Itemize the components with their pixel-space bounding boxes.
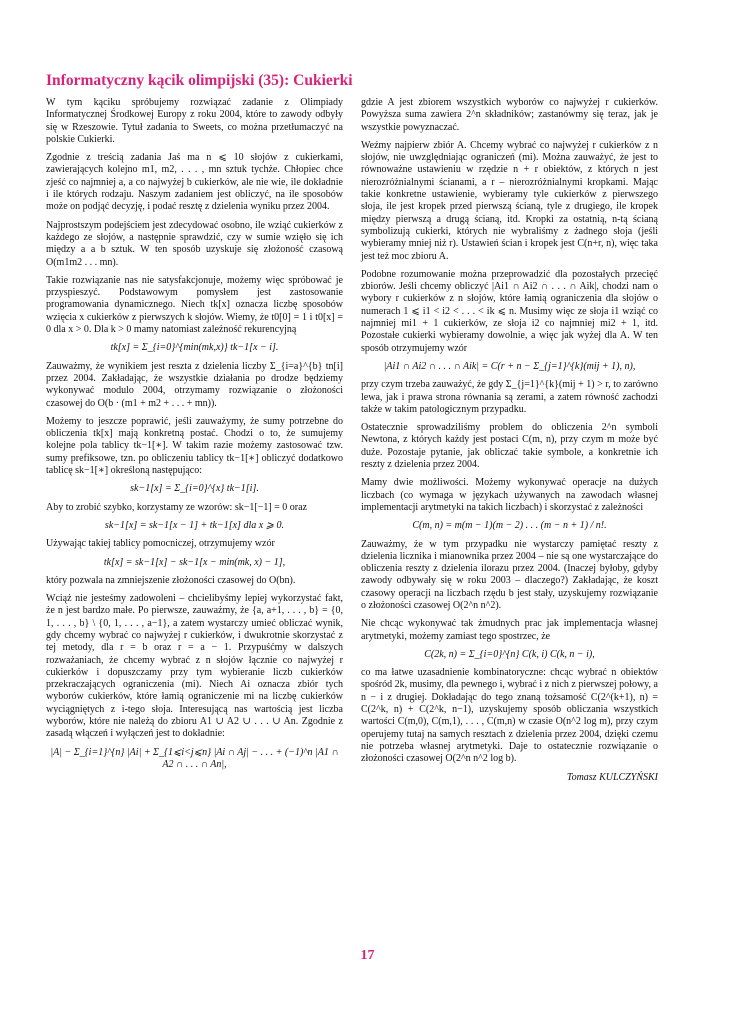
paragraph: Możemy to jeszcze poprawić, jeśli zauważymy, że sumy potrzebne do obliczenia tk[x] mają konkretną postać. Chodzi o to, że sumujemy kolejne pola tablicy tk−1[∗]. W takim razie możemy zastosować tzw. sumy prefiksowe, tzn. po obliczeniu tablicy tk−1[∗] obliczyć dodatkowo tablicę sk−1[∗] określoną następująco:	[46, 415, 343, 477]
page-number: 17	[360, 948, 375, 963]
paragraph: Mamy dwie możliwości. Możemy wykonywać operacje na dużych liczbach (co wymaga w językach używanych na zawodach własnej implementacji arytmetyki na takich liczbach) i skorzystać z zależności	[361, 477, 658, 513]
paragraph: Weźmy najpierw zbiór A. Chcemy wybrać co najwyżej r cukierków z n słojów, nie uwzględniając ograniczeń (mi). Można zauważyć, że jest to równoważne ustawieniu w rzędzie n + r obiektów, z których n jest nierozróżnialnymi ścianami, a r – nierozróżnialnymi kropkami. Mając takie konkretne ustawienie, wybieramy tyle cukierków z pierwszego słoja, ile jest kropek przed pierwszą ścianą, tyle z drugiego, ile kropek między pierwszą a drugą ścianą, itd. Kropki za ostatnią, n-tą ścianą symbolizują cukierki, których nie wybraliśmy z żadnego słoja (jeśli wybieramy mniej niż r). Ustawień ścian i kropek jest C(n+r, n), więc taka jest też moc zbioru A.	[361, 139, 658, 262]
equation: sk−1[x] = sk−1[x − 1] + tk−1[x] dla x ⩾ 0.	[104, 519, 285, 531]
paragraph: W tym kąciku spróbujemy rozwiązać zadanie z Olimpiady Informatycznej Środkowej Europy z roku 2004, które to zawody odbyły się w Rzeszowie. Tytuł zadania to Sweets, co można przetłumaczyć na polskie Cukierki.	[46, 97, 343, 145]
paragraph: Zauważmy, że wynikiem jest reszta z dzielenia liczby Σ_{i=a}^{b} tn[i] przez 2004. Zakładając, że wszystkie działania po drodze będziemy wykonywać modulo 2004, otrzymamy rozwiązanie o złożoności czasowej do O(b · (m1 + m2 + . . . + mn)).	[46, 360, 343, 409]
paragraph: co ma łatwe uzasadnienie kombinatoryczne: chcąc wybrać n obiektów spośród 2k, musimy, dla pewnego i, wybrać i z nich z pierwszej połowy, a n − i z drugiej. Dokładając do tego znaną tożsamość C(2^(k+1), n) = C(2^k, n) + C(2^k, n−1), uzyskujemy sposób obliczania wszystkich wartości C(m,0), C(m,1), . . . , C(m,n) w czasie O(n^2 log m), przy czym operujemy tutaj na samych resztach z dzielenia przez 2004, dzięki czemu nie potrzeba własnej arytmetyki. Daje to ostatecznie rozwiązanie o złożoności czasowej O(2^n n^2 log b).	[361, 667, 658, 765]
author-signature: Tomasz KULCZYŃSKI	[566, 771, 658, 783]
paragraph: Aby to zrobić szybko, korzystamy ze wzorów: sk−1[−1] = 0 oraz	[46, 501, 308, 513]
equation: |Ai1 ∩ Ai2 ∩ . . . ∩ Aik| = C(r + n − Σ_{j=1}^{k}(mij + 1), n),	[383, 360, 636, 372]
paragraph: Zauważmy, że w tym przypadku nie wystarczy pamiętać reszty z dzielenia licznika i mianownika przez 2004 – nie są one wystarczające do obliczenia reszty z dzielenia ilorazu przez 2004. (Inaczej byłoby, gdyby zawody odbywały się w roku 2003 – dlaczego?) Zakładając, że koszt czasowy operacji na liczbach rzędu b jest stały, uzyskujemy rozwiązanie o złożoności czasowej O(2^n n^2).	[361, 538, 658, 611]
equation: |A| − Σ_{i=1}^{n} |Ai| + Σ_{1⩽i<j⩽n} |Ai ∩ Aj| − . . . + (−1)^n |A1 ∩ A2 ∩ . . . ∩ An|,	[50, 746, 339, 770]
paragraph: Wciąż nie jesteśmy zadowoleni – chcielibyśmy lepiej wykorzystać fakt, że n jest bardzo małe. Po pierwsze, zauważmy, że {a, a+1, . . . , b} = {0, 1, . . . , b} \ {0, 1, . . . , a−1}, a zatem wystarczy umieć obliczać wynik, gdy chcemy wybrać co najwyżej r cukierków, i dwukrotnie skorzystać z tej metody, dla r = b oraz r = a − 1. Przypuśćmy w dalszych rozważaniach, że chcemy wybrać z n słojów łącznie co najwyżej r cukierków i dopuszczamy przy tym wybieranie liczb cukierków przekraczających ograniczenia (mi). Niech Ai oznacza zbiór tych wyborów cukierków, które łamią ograniczenie mi na liczbę cukierków wyciągniętych z i-tego słoja. Interesującą nas wartością jest liczba wyborów, które nie należą do zbioru A1 ∪ A2 ∪ . . . ∪ An. Zgodnie z zasadą włączeń i wyłączeń jest to dokładnie:	[46, 593, 343, 740]
equation: C(m, n) = m(m − 1)(m − 2) . . . (m − n + 1) / n!.	[412, 520, 607, 532]
paragraph: przy czym trzeba zauważyć, że gdy Σ_{j=1}^{k}(mij + 1) > r, to zarówno lewa, jak i prawa strona równania są zerami, a zatem równość zachodzi także w takim patologicznym przypadku.	[361, 379, 658, 415]
left-column	[46, 97, 343, 777]
paragraph: który pozwala na zmniejszenie złożoności czasowej do O(bn).	[46, 574, 296, 586]
paragraph: Ostatecznie sprowadziliśmy problem do obliczenia 2^n symboli Newtona, z których każdy jest postaci C(m, n), przy czym m może być duże. Pozostaje pytanie, jak obliczać takie symbole, a konkretnie ich reszty z dzielenia przez 2004.	[361, 422, 658, 471]
right-column	[361, 97, 658, 784]
paragraph: Zgodnie z treścią zadania Jaś ma n ⩽ 10 słojów z cukierkami, zawierających kolejno m1, m2, . . . , mn sztuk tychże. Chłopiec chce zjeść co najmniej a, a co najwyżej b cukierków, ale nie wie, ile dokładnie i ile których rodzaju. Naszym zadaniem jest obliczyć, na ile sposobów może on podjąć decyzję, i podać resztę z dzielenia wyniku przez 2004.	[46, 152, 343, 213]
equation: C(2k, n) = Σ_{i=0}^{n} C(k, i) C(k, n − i),	[424, 648, 595, 660]
equation: sk−1[x] = Σ_{i=0}^{x} tk−1[i].	[130, 483, 259, 495]
paragraph: Podobne rozumowanie można przeprowadzić dla pozostałych przecięć zbiorów. Jeśli chcemy obliczyć |Ai1 ∩ Ai2 ∩ . . . ∩ Aik|, chodzi nam o wybory r cukierków z n słojów, które łamią ograniczenia dla słojów o numerach 1 ⩽ i1 < i2 < . . . < ik ⩽ n. Musimy więc ze słoja i1 wziąć co najmniej mi1 + 1 cukierków, ze słoja i2 co najmniej mi2 + 1, itd. Pozostałe cukierki wybieramy dowolnie, a więc jak wyżej dla A. W ten sposób otrzymujemy wzór	[361, 268, 658, 354]
paragraph: Takie rozwiązanie nas nie satysfakcjonuje, możemy więc spróbować je przyspieszyć. Podstawowym pomysłem jest zastosowanie programowania dynamicznego. Niech tk[x] oznacza liczbę sposobów wzięcia x cukierków z pierwszych k słojów. Wiemy, że t0[0] = 1 i t0[x] = 0 dla x > 0. Dla k > 0 mamy natomiast zależność rekurencyjną	[46, 274, 343, 336]
paragraph: gdzie A jest zbiorem wszystkich wyborów co najwyżej r cukierków. Powyższa suma zawiera 2^n składników; zastanówmy się teraz, jak je wszystkie powyznaczać.	[361, 97, 658, 133]
paragraph: Nie chcąc wykonywać tak żmudnych prac jak implementacja własnej arytmetyki, możemy zamiast tego spostrzec, że	[361, 618, 658, 642]
paragraph: Używając takiej tablicy pomocniczej, otrzymujemy wzór	[46, 538, 275, 550]
paragraph: Najprostszym podejściem jest zdecydować osobno, ile wziąć cukierków z każdego ze słojów, a następnie sprawdzić, czy w sumie wzięło się ich między a a b sztuk. W ten sposób uzyskuje się złożoność czasową O(m1m2 . . . mn).	[46, 219, 343, 268]
equation: tk[x] = Σ_{i=0}^{min(mk,x)} tk−1[x − i].	[110, 342, 279, 354]
article-title: Informatyczny kącik olimpijski (35): Cukierki	[46, 72, 353, 89]
equation: tk[x] = sk−1[x] − sk−1[x − min(mk, x) − 1],	[103, 556, 286, 568]
